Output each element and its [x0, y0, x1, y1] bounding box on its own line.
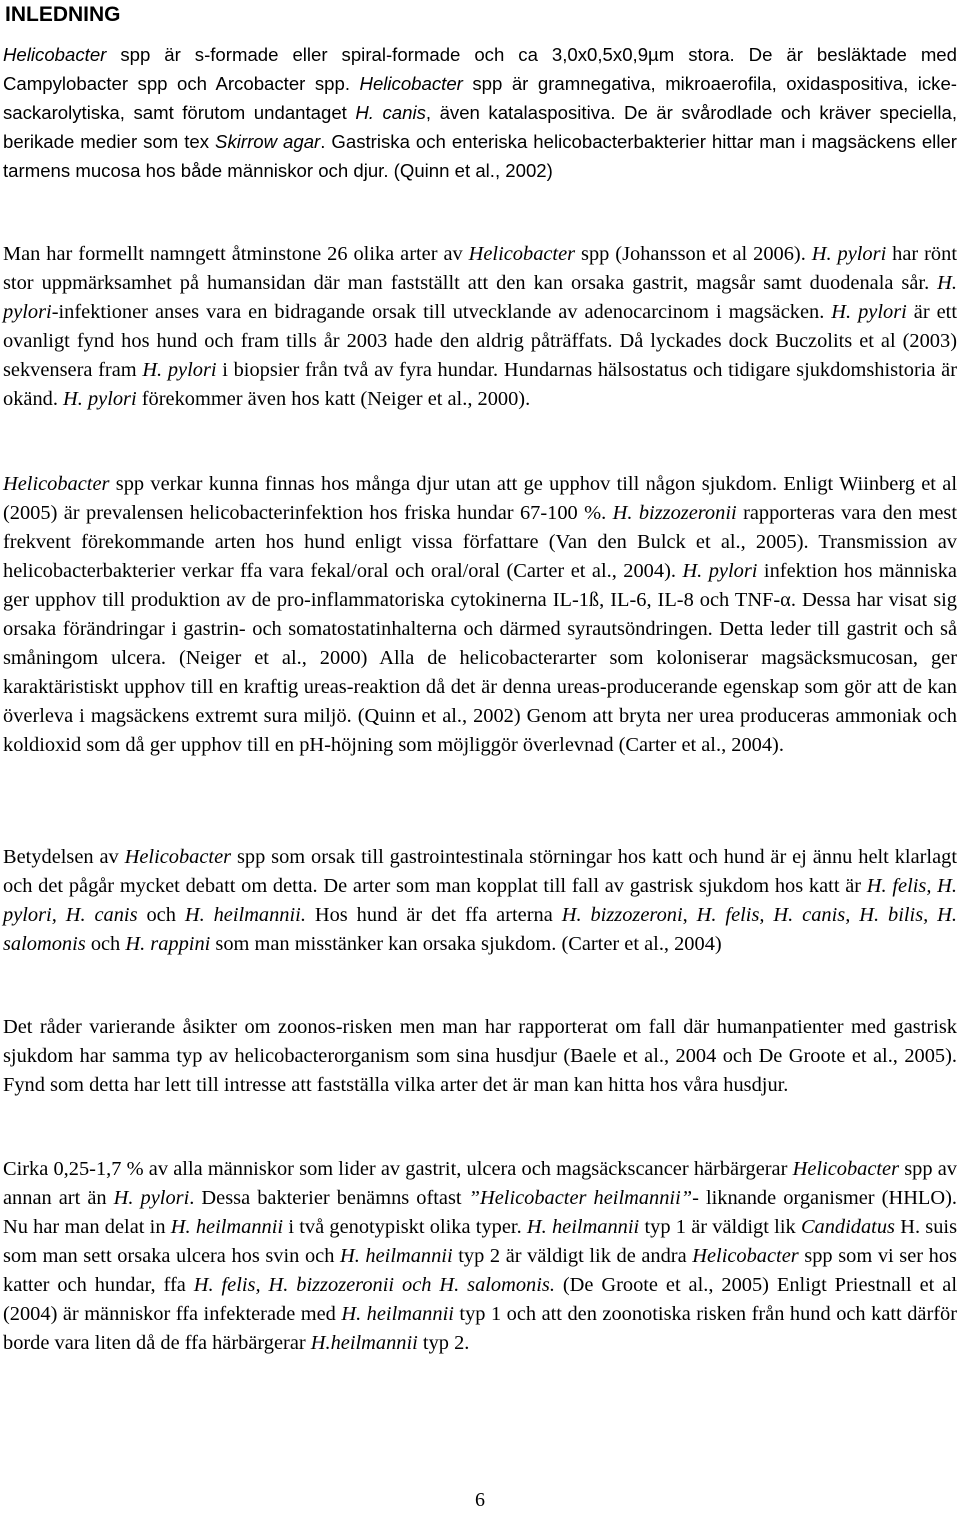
paragraph-species-count — [3, 240, 957, 414]
text-run: är ett ovanligt fynd hos hund och fram tills år 2003 hade den aldrig påträffats. Då lyckades dock Buczolits et al (2003) sekvensera fram — [3, 301, 957, 381]
italic-text-run: Skirrow agar — [215, 131, 321, 152]
italic-text-run: H. rappini — [125, 933, 211, 955]
paragraph-significance — [3, 843, 957, 959]
text-run: Hos hund är det ffa arterna — [305, 904, 562, 926]
text-run: spp som orsak till gastrointestinala störningar hos katt och hund är ej ännu helt klarlagt och det pågår mycket debatt om detta. De arter som man kopplat till fall av gastrisk sjukdom hos katt är — [3, 846, 957, 897]
italic-text-run: H. felis, H. bizzozeronii och H. salomonis. — [193, 1274, 555, 1296]
text-run: och — [137, 904, 185, 926]
text-run: som man misstänker kan orsaka sjukdom. (Carter et al., 2004) — [210, 933, 722, 955]
italic-text-run: H. heilmannii — [526, 1216, 640, 1238]
italic-text-run: Helicobacter — [3, 473, 110, 495]
text-run: infektion hos människa ger upphov till produktion av de pro-inflammatoriska cytokinerna IL-1ß, IL-6, IL-8 och TNF-α. Dessa har visat sig orsaka förändringar i gastrin- och somatostatinhalterna och därmed syrautsöndringen. Detta leder till gastrit och så småningom ulcera. (Neiger et al., 2000) Alla de helicobacterarter som koloniserar magsäcksmucosan, ger karaktäristiskt upphov till en kraftig ureas-reaktion då det är denna ureas-producerande egenskap som gör att de kan överleva i magsäckens extremt sura miljö. (Quinn et al., 2002) Genom att bryta ner urea produceras ammoniak och koldioxid som då ger upphov till en pH-höjning som möjliggör överlevnad (Carter et al., 2004). — [3, 560, 957, 756]
text-run: Det råder varierande åsikter om zoonos-risken men man har rapporterat om fall där humanpatienter med gastrisk sjukdom har samma typ av helicobacterorganism som sina husdjur (Baele et al., 2004 och De Groote et al., 2005). Fynd som detta har lett till intresse att fastställa vilka arter det är man kan hitta hos våra husdjur. — [3, 1016, 957, 1096]
italic-text-run: Helicobacter — [468, 243, 576, 265]
italic-text-run: H. pylori — [142, 359, 217, 381]
text-run: -infektioner anses vara en bidragande orsak till utvecklande av adenocarcinom i magsäcken. — [51, 301, 832, 323]
italic-text-run: H. felis, H. canis, H. bilis, H. salomonis — [3, 904, 957, 955]
italic-text-run: H. pylori — [63, 388, 137, 410]
text-run: förekommer även hos katt (Neiger et al., 2000). — [136, 388, 531, 410]
text-run: , även katalaspositiva. De är svårodlade och kräver speciella, berikade medier som tex — [3, 102, 958, 152]
italic-text-run: H. felis, H. pylori, H. canis — [3, 875, 957, 926]
italic-text-run: H. bizzozeronii — [612, 502, 737, 524]
text-run: Man har formellt namngett åtminstone 26 olika arter av — [3, 243, 469, 265]
text-run: . Dessa bakterier benämns oftast — [189, 1187, 469, 1209]
italic-text-run: Helicobacter — [124, 846, 232, 868]
italic-text-run: H. bizzozeroni — [561, 904, 683, 926]
text-run: spp är s-formade eller spiral-formade och ca 3,0x0,5x0,9µm stora. De är besläktade med Campylobacter spp och Arcobacter spp. — [3, 44, 957, 94]
text-run: - liknande organismer (HHLO). Nu har man delat in — [3, 1187, 957, 1238]
italic-text-run: H.heilmannii — [310, 1332, 418, 1354]
italic-text-run: H. heilmannii — [341, 1303, 454, 1325]
paragraph-intro — [3, 40, 957, 185]
paragraph-prevalence — [3, 470, 957, 760]
text-run: spp av annan art än — [3, 1158, 957, 1209]
italic-text-run: H. pylori — [3, 272, 957, 323]
text-run: typ 1 och att den zoonotiska risken från hund och katt därför borde vara liten då de ffa härbärgerar — [3, 1303, 958, 1354]
text-run: i biopsier från två av fyra hundar. Hundarnas hälsostatus och tidigare sjukdomshistoria är okänd. — [3, 359, 958, 410]
italic-text-run: H. pylori — [811, 243, 887, 265]
italic-text-run: H. pylori — [113, 1187, 190, 1209]
paragraph-zoonosis — [3, 1013, 957, 1100]
text-run: spp är gramnegativa, mikroaerofila, oxidaspositiva, icke-sackarolytiska, samt förutom undantaget — [3, 73, 957, 123]
text-run: Betydelsen av — [3, 846, 125, 868]
text-run: , — [682, 904, 697, 926]
text-run: och — [85, 933, 126, 955]
paragraph-hhlo — [3, 1155, 957, 1358]
italic-text-run: Helicobacter — [692, 1245, 799, 1267]
italic-text-run: H. heilmannii — [340, 1245, 453, 1267]
text-run: . Gastriska och enteriska helicobacterbakterier hittar man i magsäckens eller tarmens mucosa hos både människor och djur. (Quinn et al., 2002) — [3, 131, 957, 181]
italic-text-run: Helicobacter — [792, 1158, 900, 1180]
italic-text-run: Candidatus — [800, 1216, 895, 1238]
text-run: spp verkar kunna finnas hos många djur utan att ge upphov till någon sjukdom. Enligt Wiinberg et al (2005) är prevalensen helicobacterinfektion hos friska hundar 67-100 %. — [3, 473, 957, 524]
italic-text-run: Helicobacter — [359, 73, 463, 94]
text-run: H. suis som man sett orsaka ulcera hos svin och — [3, 1216, 958, 1267]
text-run: rapporteras vara den mest frekvent förekommande arten hos hund enligt vissa författare (Van den Bulck et al., 2005). Transmission av helicobacterbakterier verkar ffa vara fekal/oral och oral/oral (Carter et al., 2004). — [3, 502, 958, 582]
section-heading: INLEDNING — [5, 3, 121, 26]
text-run: i två genotypiskt olika typer. — [283, 1216, 527, 1238]
italic-text-run: H. pylori — [682, 560, 758, 582]
text-run: har rönt stor uppmärksamhet på humansidan där man fastställt att den kan orsaka gastrit, magsår samt duodenala sår. — [3, 243, 957, 294]
italic-text-run: H. canis — [355, 102, 426, 123]
text-run: typ 1 är väldigt lik — [639, 1216, 801, 1238]
italic-text-run: Helicobacter — [3, 44, 107, 65]
text-run: typ 2. — [417, 1332, 470, 1354]
text-run: (De Groote et al., 2005) Enligt Priestnall et al (2004) är människor ffa infekterade med — [3, 1274, 957, 1325]
text-run: Cirka 0,25-1,7 % av alla människor som lider av gastrit, ulcera och magsäckscancer härbärgerar — [3, 1158, 793, 1180]
italic-text-run: H. heilmannii — [170, 1216, 284, 1238]
text-run: spp som vi ser hos katter och hundar, ffa — [3, 1245, 957, 1296]
italic-text-run: H. heilmannii. — [184, 904, 306, 926]
text-run: spp (Johansson et al 2006). — [575, 243, 812, 265]
page-number: 6 — [475, 1489, 485, 1511]
italic-text-run: ”Helicobacter heilmannii” — [468, 1187, 693, 1209]
text-run: typ 2 är väldigt lik de andra — [452, 1245, 693, 1267]
italic-text-run: H. pylori — [831, 301, 907, 323]
